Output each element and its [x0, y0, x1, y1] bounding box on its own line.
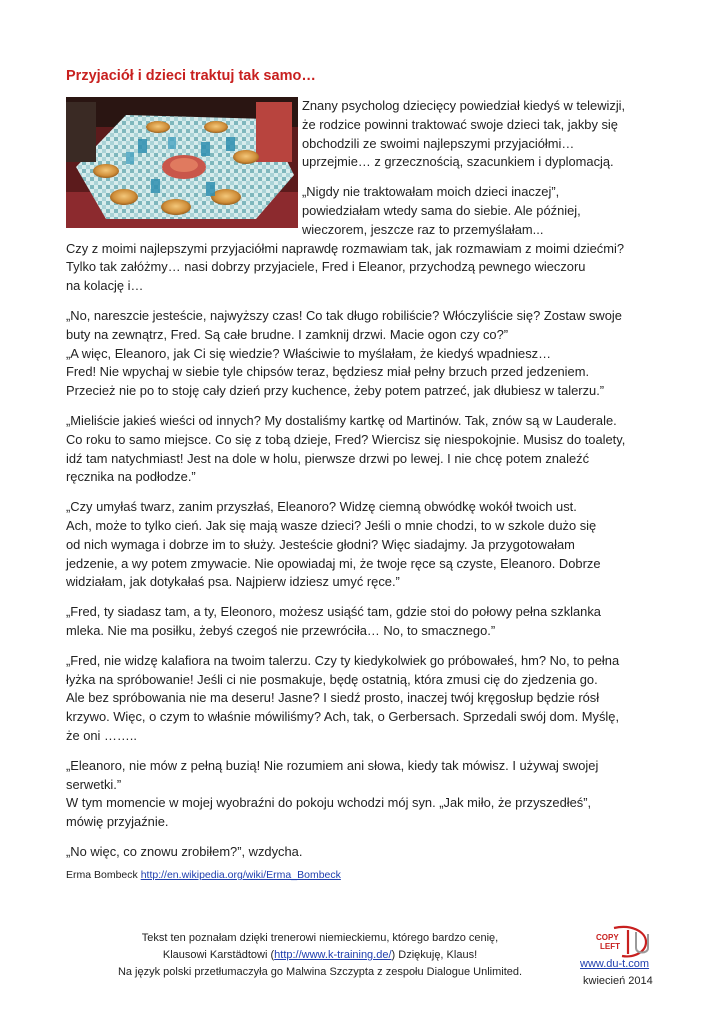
text-line: „Nigdy nie traktowałam moich dzieci inaczej”,	[302, 184, 560, 200]
copyleft-logo-icon	[592, 922, 652, 960]
text-line: „No, nareszcie jesteście, najwyższy czas! Co tak długo robiliście? Włóczyliście się? Zostaw swoje	[66, 307, 622, 323]
text-line: Przecież nie po to stoję cały dzień przy kuchence, żeby potem patrzeć, jak dłubiesz w talerzu.”	[66, 383, 605, 399]
page-title: Przyjaciół i dzieci traktuj tak samo…	[66, 68, 316, 84]
photo-spacer	[66, 97, 302, 230]
intro-paragraph-3	[66, 240, 652, 296]
text-line: Co roku to samo miejsce. Co się z tobą dzieje, Fred? Wiercisz się niespokojnie. Musisz do toalety,	[66, 431, 626, 447]
dialogue-paragraph-3	[66, 498, 652, 592]
footer-line-2	[85, 947, 555, 964]
text-line: „A więc, Eleanoro, jak Ci się wiedzie? Właściwie to myślałam, że kiedyś wpadniesz…	[66, 345, 552, 361]
dialogue-paragraph-6	[66, 757, 652, 832]
dialogue-paragraph-7	[66, 843, 652, 862]
article-body	[66, 97, 652, 873]
logo-copy-text: COPY	[596, 933, 619, 942]
text-line: łyżka na spróbowanie! Jeśli ci nie posmakuje, będę ostatnią, która zmusi cię do zjedzenia go.	[66, 671, 598, 687]
dialogue-paragraph-2	[66, 412, 652, 487]
text-line: od nich wymaga i dobrze im to służy. Jesteście głodni? Więc siadajmy. Ja przygotowałam	[66, 536, 575, 552]
text-line: na kolację i…	[66, 278, 144, 294]
source-link[interactable]: http://en.wikipedia.org/wiki/Erma_Bombeck	[140, 869, 341, 881]
text-line: „Mieliście jakieś wieści od innych? My dostaliśmy kartkę od Martinów. Tak, znów są w Lauderale.	[66, 412, 617, 428]
text-line: buty na zewnątrz, Fred. Są całe brudne. I zamknij drzwi. Macie ogon czy co?”	[66, 326, 509, 342]
text-line: uprzejmie… z grzecznością, szacunkiem i dyplomacją.	[302, 154, 614, 170]
dialogue-paragraph-5	[66, 652, 652, 746]
text-line: krzywo. Więc, o czym to właśnie mówiliśmy? Ach, tak, o Gerbersach. Sprzedali swój dom. Myślę,	[66, 709, 620, 725]
du-website-link[interactable]: www.du-t.com	[580, 958, 650, 970]
text-line: że rodzice powinni traktować swoje dzieci tak, jakby się	[302, 116, 618, 132]
footer-line-2-post: ) Dziękuję, Klaus!	[391, 949, 478, 961]
dialogue-paragraph-1	[66, 307, 652, 401]
dialogue-paragraph-4	[66, 603, 652, 641]
text-line: Tylko tak załóżmy… nasi dobrzy przyjaciele, Fred i Eleanor, przychodzą pewnego wieczoru	[66, 259, 586, 275]
text-line: „Eleanoro, nie mów z pełną buzią! Nie rozumiem ani słowa, kiedy tak mówisz. I używaj swojej	[66, 757, 599, 773]
text-line: Ale bez spróbowania nie ma deseru! Jasne? I siedź prosto, inaczej twój kręgosłup będzie rósł	[66, 690, 600, 706]
text-line: Czy z moimi najlepszymi przyjaciółmi naprawdę rozmawiam tak, jak rozmawiam z moimi dziećmi?	[66, 240, 625, 256]
text-line: że oni ……..	[66, 727, 137, 743]
text-line: serwetki.”	[66, 776, 122, 792]
k-training-link[interactable]: http://www.k-training.de/	[274, 949, 392, 961]
text-line: W tym momencie w mojej wyobraźni do pokoju wchodzi mój syn. „Jak miło, że przyszedłeś”,	[66, 795, 592, 811]
text-line: idź tam natychmiast! Jest na dole w holu, pierwsze drzwi po lewej. I nie chcę potem znaleźć	[66, 450, 590, 466]
text-line: „No więc, co znowu zrobiłem?”, wzdycha.	[66, 843, 303, 859]
source-author: Erma Bombeck	[66, 869, 138, 881]
text-line: Ach, może to tylko cień. Jak się mają wasze dzieci? Jeśli o mnie chodzi, to w szkole dużo się	[66, 517, 597, 533]
text-line: mleka. Nie ma posiłku, żebyś czegoś nie przewróciła… No, to smacznego.”	[66, 622, 496, 638]
source-citation	[66, 869, 341, 881]
footer-line-2-pre: Klausowi Karstädtowi (	[162, 949, 275, 961]
footer-line-1: Tekst ten poznałam dzięki trenerowi niemieckiemu, którego bardzo cenię,	[141, 932, 499, 944]
text-line: Znany psycholog dziecięcy powiedział kiedyś w telewizji,	[302, 98, 626, 113]
text-line: Fred! Nie wpychaj w siebie tyle chipsów teraz, będziesz miał pełny brzuch przed jedzeniem.	[66, 364, 590, 380]
text-line: ręcznika na podłodze.”	[66, 469, 196, 485]
text-line: powiedziałam wtedy sama do siebie. Ale później,	[302, 202, 581, 218]
text-line: jedzenie, a wy potem zmywacie. Nie opowiadaj mi, że twoje ręce są czyste, Eleanoro. Dobrze	[66, 555, 601, 571]
copyleft-du-logo	[592, 922, 652, 960]
text-line: „Czy umyłaś twarz, zanim przyszłaś, Eleanoro? Widzę ciemną obwódkę wokół twoich ust.	[66, 499, 577, 515]
text-line: „Fred, ty siadasz tam, a ty, Eleonoro, możesz usiąść tam, gdzie stoi do połowy pełna szklanka	[66, 604, 601, 620]
footer-line-3: Na język polski przetłumaczyła go Malwina Szczypta z zespołu Dialogue Unlimited.	[117, 966, 523, 978]
logo-left-text: LEFT	[600, 942, 620, 951]
text-line: widziałam, jak dotykałaś psa. Najpierw idziesz umyć ręce.”	[66, 574, 400, 590]
text-line: mówię przyjaźnie.	[66, 814, 169, 830]
publication-date: kwiecień 2014	[583, 975, 653, 987]
text-line: wieczorem, jeszcze raz to przemyślałam...	[302, 221, 544, 237]
text-line: „Fred, nie widzę kalafiora na twoim talerzu. Czy ty kiedykolwiek go próbowałeś, hm? No, to pełna	[66, 652, 620, 668]
footer-note	[85, 930, 555, 981]
text-line: obchodzili ze swoimi najlepszymi przyjaciółmi…	[302, 135, 575, 151]
